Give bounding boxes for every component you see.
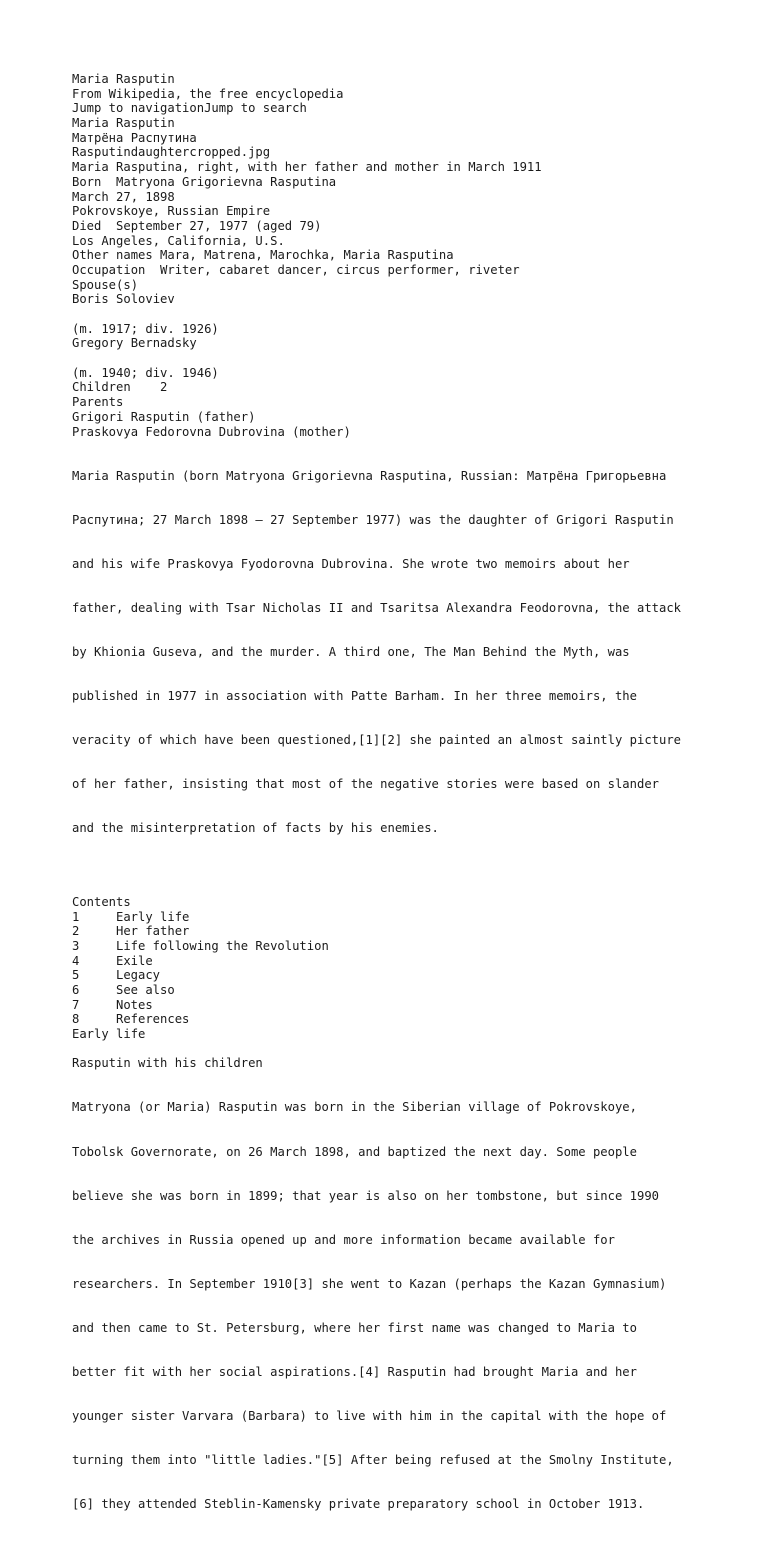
toc-number: 2 bbox=[72, 924, 80, 939]
toc-item[interactable] bbox=[72, 954, 712, 969]
infobox-other-names: Other names Mara, Matrena, Marochka, Maria Rasputina bbox=[72, 248, 454, 263]
infobox-spouses-label: Spouse(s) bbox=[72, 277, 139, 292]
document-page bbox=[72, 72, 712, 1541]
toc-item[interactable] bbox=[72, 910, 712, 925]
contents-heading: Contents bbox=[72, 894, 131, 909]
early-life-line: younger sister Varvara (Barbara) to live with him in the capital with the hope of bbox=[72, 1409, 667, 1424]
early-life-line: better fit with her social aspirations.[4] Rasputin had brought Maria and her bbox=[72, 1365, 637, 1380]
toc-label: Legacy bbox=[116, 968, 161, 983]
toc-label: See also bbox=[116, 982, 175, 997]
infobox-name: Maria Rasputin bbox=[72, 116, 175, 131]
toc-item[interactable] bbox=[72, 968, 712, 983]
infobox-born-date: March 27, 1898 bbox=[72, 189, 175, 204]
toc-item[interactable] bbox=[72, 983, 712, 998]
toc-number: 1 bbox=[72, 909, 80, 924]
infobox-spouse-2: Gregory Bernadsky bbox=[72, 336, 197, 351]
infobox-occupation: Occupation Writer, cabaret dancer, circus performer, riveter bbox=[72, 262, 520, 277]
intro-line: published in 1977 in association with Patte Barham. In her three memoirs, the bbox=[72, 689, 637, 704]
infobox-spouse-2-dates: (m. 1940; div. 1946) bbox=[72, 365, 219, 380]
infobox-born-place: Pokrovskoye, Russian Empire bbox=[72, 204, 271, 219]
infobox-died: Died September 27, 1977 (aged 79) bbox=[72, 218, 322, 233]
early-life-line: researchers. In September 1910[3] she went to Kazan (perhaps the Kazan Gymnasium) bbox=[72, 1276, 667, 1291]
source-line: From Wikipedia, the free encyclopedia bbox=[72, 86, 344, 101]
early-life-line: Tobolsk Governorate, on 26 March 1898, and baptized the next day. Some people bbox=[72, 1144, 637, 1159]
toc-label: References bbox=[116, 1012, 190, 1027]
intro-line: veracity of which have been questioned,[1][2] she painted an almost saintly picture bbox=[72, 733, 682, 748]
jump-links: Jump to navigationJump to search bbox=[72, 101, 307, 116]
infobox-parents-label: Parents bbox=[72, 395, 124, 410]
infobox-native-name: Матрёна Распутина bbox=[72, 130, 197, 145]
toc-label: Life following the Revolution bbox=[116, 938, 329, 953]
toc-item[interactable] bbox=[72, 998, 712, 1013]
intro-line: of her father, insisting that most of the negative stories were based on slander bbox=[72, 777, 659, 792]
spacer bbox=[72, 1042, 712, 1057]
intro-paragraph bbox=[72, 439, 712, 865]
early-life-line: and then came to St. Petersburg, where her first name was changed to Maria to bbox=[72, 1320, 637, 1335]
toc-number: 5 bbox=[72, 968, 80, 983]
infobox-caption: Maria Rasputina, right, with her father and mother in March 1911 bbox=[72, 160, 542, 175]
document-title: Maria Rasputin bbox=[72, 72, 175, 86]
infobox-died-place: Los Angeles, California, U.S. bbox=[72, 233, 285, 248]
spacer bbox=[72, 351, 712, 366]
early-life-line: believe she was born in 1899; that year is also on her tombstone, but since 1990 bbox=[72, 1188, 659, 1203]
section-heading-early-life: Early life bbox=[72, 1027, 146, 1042]
infobox-parent-1: Grigori Rasputin (father) bbox=[72, 409, 256, 424]
toc-item[interactable] bbox=[72, 939, 712, 954]
toc-number: 6 bbox=[72, 982, 80, 997]
early-life-line: Matryona (or Maria) Rasputin was born in the Siberian village of Pokrovskoye, bbox=[72, 1100, 637, 1115]
early-life-line: [6] they attended Steblin-Kamensky private preparatory school in October 1913. bbox=[72, 1497, 645, 1512]
intro-line: and his wife Praskovya Fyodorovna Dubrovina. She wrote two memoirs about her bbox=[72, 556, 630, 571]
early-life-paragraph bbox=[72, 1071, 712, 1541]
intro-line: and the misinterpretation of facts by his enemies. bbox=[72, 821, 439, 836]
toc-label: Early life bbox=[116, 909, 190, 924]
early-life-line: turning them into "little ladies."[5] After being refused at the Smolny Institute, bbox=[72, 1453, 674, 1468]
infobox-spouse-1: Boris Soloviev bbox=[72, 292, 175, 307]
early-life-line: the archives in Russia opened up and more information became available for bbox=[72, 1232, 615, 1247]
toc-number: 8 bbox=[72, 1012, 80, 1027]
toc-label: Her father bbox=[116, 924, 190, 939]
toc-item[interactable] bbox=[72, 924, 712, 939]
toc-label: Notes bbox=[116, 997, 153, 1012]
infobox-image-file: Rasputindaughtercropped.jpg bbox=[72, 145, 271, 160]
infobox-children: Children 2 bbox=[72, 380, 168, 395]
toc-number: 3 bbox=[72, 938, 80, 953]
infobox-spouse-1-dates: (m. 1917; div. 1926) bbox=[72, 321, 219, 336]
spacer bbox=[72, 865, 712, 894]
toc-number: 4 bbox=[72, 953, 80, 968]
toc-label: Exile bbox=[116, 953, 153, 968]
spacer bbox=[72, 307, 712, 322]
intro-line: father, dealing with Tsar Nicholas II and Tsaritsa Alexandra Feodorovna, the attack bbox=[72, 600, 682, 615]
toc-item[interactable] bbox=[72, 1012, 712, 1027]
image-caption: Rasputin with his children bbox=[72, 1056, 263, 1071]
intro-line: by Khionia Guseva, and the murder. A third one, The Man Behind the Myth, was bbox=[72, 644, 630, 659]
infobox-born: Born Matryona Grigorievna Rasputina bbox=[72, 174, 337, 189]
infobox-parent-2: Praskovya Fedorovna Dubrovina (mother) bbox=[72, 424, 351, 439]
intro-line: Maria Rasputin (born Matryona Grigorievna Rasputina, Russian: Матрёна Григорьевна bbox=[72, 468, 667, 483]
toc-number: 7 bbox=[72, 997, 80, 1012]
intro-line: Распутина; 27 March 1898 – 27 September 1977) was the daughter of Grigori Rasputin bbox=[72, 512, 674, 527]
